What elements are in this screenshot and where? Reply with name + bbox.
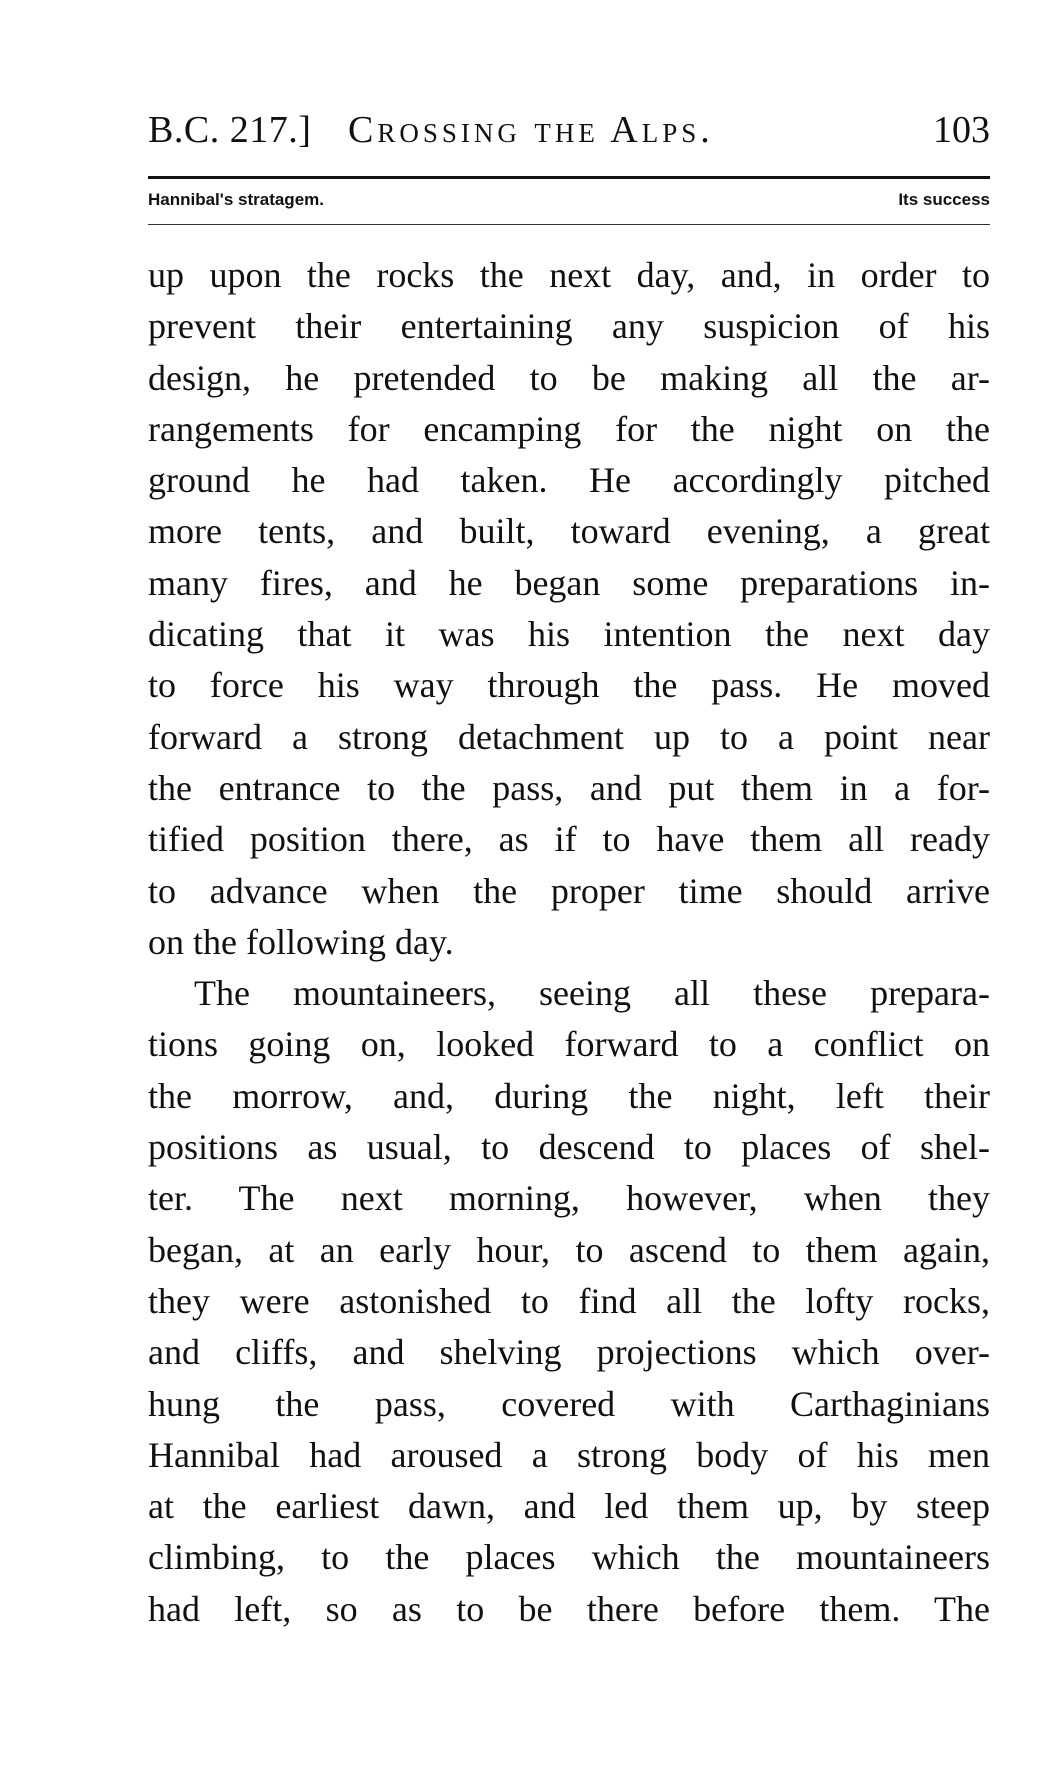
- paragraph-2: [148, 968, 990, 1635]
- sidenote-left: Hannibal's stratagem.: [148, 190, 324, 209]
- text-line: dicating that it was his intention the next day: [148, 614, 990, 655]
- text-line: ground he had taken. He accordingly pitched: [148, 460, 990, 501]
- text-line: more tents, and built, toward evening, a great: [148, 511, 990, 552]
- text-line: on the following day.: [148, 921, 454, 962]
- text-line: the morrow, and, during the night, left their: [148, 1075, 990, 1116]
- text-line: positions as usual, to descend to places of shel-: [148, 1127, 990, 1168]
- text-line: design, he pretended to be making all the ar-: [148, 357, 990, 398]
- text-line: many fires, and he began some preparations in-: [148, 562, 990, 603]
- text-line: Hannibal had aroused a strong body of his men: [148, 1434, 990, 1475]
- sidenote-rule: [148, 224, 990, 225]
- text-line: had left, so as to be there before them. The: [148, 1588, 990, 1629]
- text-line: at the earliest dawn, and led them up, by steep: [148, 1486, 990, 1527]
- running-header: [148, 108, 990, 164]
- text-line: prevent their entertaining any suspicion of his: [148, 306, 990, 347]
- text-line: ter. The next morning, however, when they: [148, 1178, 990, 1219]
- header-date: B.C. 217.]: [148, 109, 312, 151]
- text-line: forward a strong detachment up to a point near: [148, 716, 990, 757]
- text-line: and cliffs, and shelving projections which over-: [148, 1332, 990, 1373]
- text-line: tions going on, looked forward to a conflict on: [148, 1024, 990, 1065]
- text-line: rangements for encamping for the night on the: [148, 408, 990, 449]
- header-title: Crossing the Alps.: [348, 109, 714, 151]
- text-line: began, at an early hour, to ascend to them again,: [148, 1229, 990, 1270]
- paragraph-1: [148, 250, 990, 968]
- sidenote-right: Its success: [898, 190, 990, 209]
- page-number: 103: [933, 109, 990, 151]
- text-line: tified position there, as if to have them all ready: [148, 819, 990, 860]
- text-line: to advance when the proper time should arrive: [148, 870, 990, 911]
- text-line: to force his way through the pass. He moved: [148, 665, 990, 706]
- text-line: the entrance to the pass, and put them in a for-: [148, 767, 990, 808]
- body-text: [148, 250, 990, 1635]
- text-line: they were astonished to find all the lofty rocks,: [148, 1280, 990, 1321]
- text-line: The mountaineers, seeing all these prepara-: [194, 973, 990, 1014]
- text-line: hung the pass, covered with Carthaginians: [148, 1383, 990, 1424]
- header-rule: [148, 176, 990, 179]
- text-line: up upon the rocks the next day, and, in order to: [148, 255, 990, 295]
- text-line: climbing, to the places which the mountaineers: [148, 1537, 990, 1578]
